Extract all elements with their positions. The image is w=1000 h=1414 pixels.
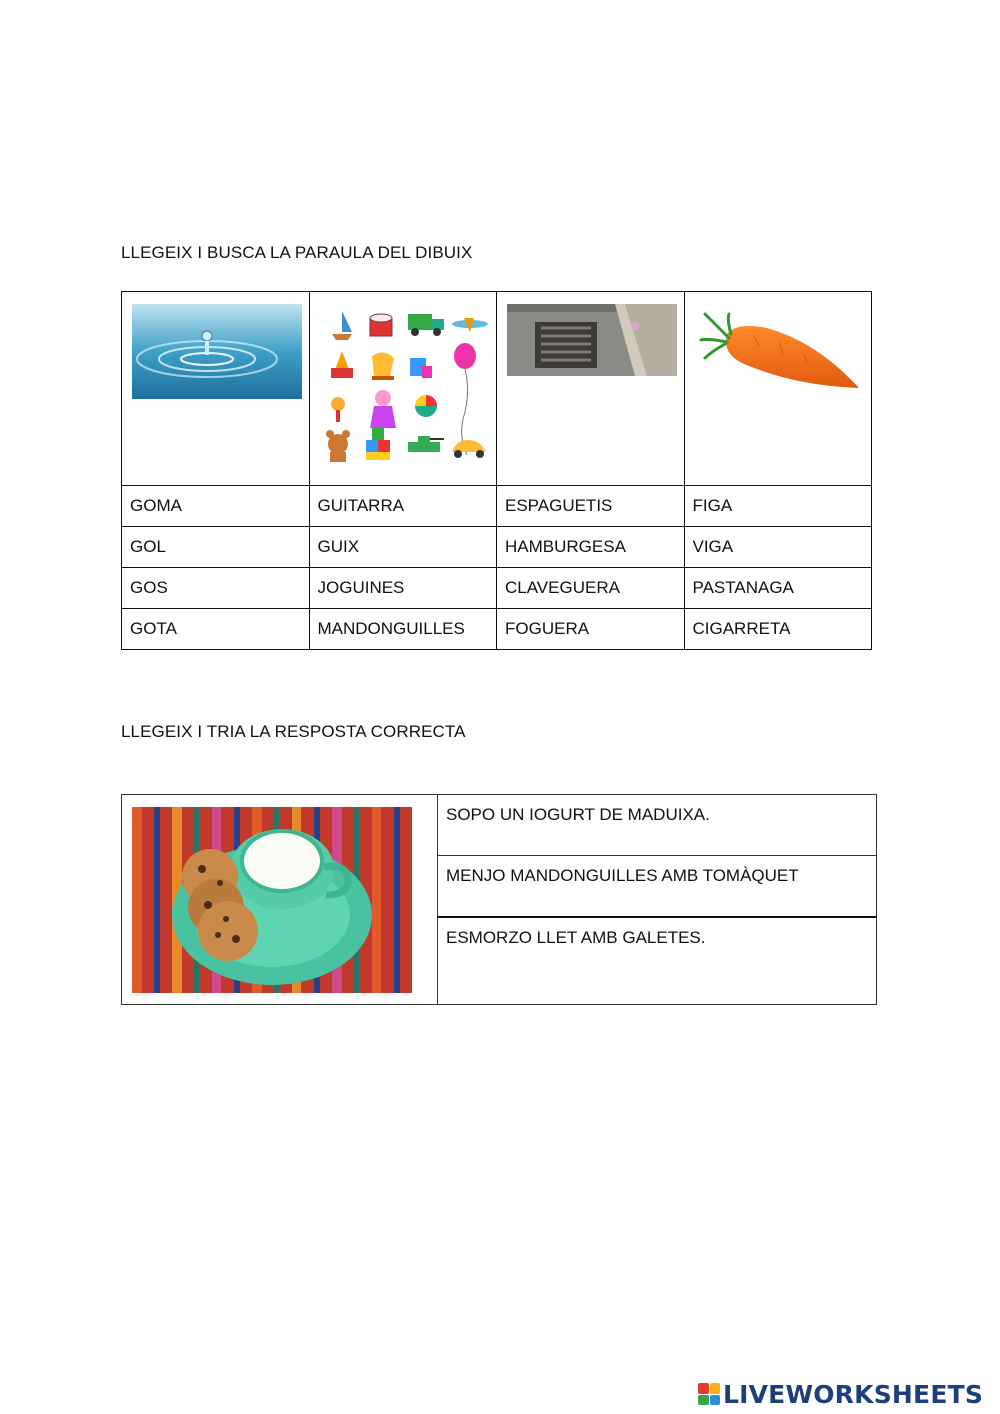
milk-and-cookies-picture xyxy=(132,807,412,993)
word-cell[interactable]: CIGARRETA xyxy=(684,609,872,650)
word-cell[interactable]: GOTA xyxy=(122,609,310,650)
answer-option-3[interactable]: ESMORZO LLET AMB GALETES. xyxy=(438,917,877,1005)
carrot-picture xyxy=(699,312,864,397)
water-drop-picture xyxy=(132,304,302,399)
word-cell[interactable]: GOL xyxy=(122,527,310,568)
word-cell[interactable]: FOGUERA xyxy=(497,609,685,650)
word-row-4 xyxy=(122,609,872,650)
word-row-1 xyxy=(122,486,872,527)
word-picture-table xyxy=(121,291,872,650)
logo-text: LIVEWORKSHEETS xyxy=(723,1379,984,1409)
picture-cell xyxy=(122,795,438,1005)
picture-cell-3 xyxy=(497,292,685,486)
word-cell[interactable]: GUIX xyxy=(309,527,497,568)
toys-picture xyxy=(322,306,492,466)
word-cell[interactable]: VIGA xyxy=(684,527,872,568)
word-cell[interactable]: ESPAGUETIS xyxy=(497,486,685,527)
word-cell[interactable]: PASTANAGA xyxy=(684,568,872,609)
logo-mark-icon xyxy=(698,1383,720,1405)
word-cell[interactable]: JOGUINES xyxy=(309,568,497,609)
section2-heading: LLEGEIX I TRIA LA RESPOSTA CORRECTA xyxy=(121,722,466,741)
word-cell[interactable]: GOS xyxy=(122,568,310,609)
word-row-3 xyxy=(122,568,872,609)
sewer-grate-picture xyxy=(507,304,677,376)
answer-option-1[interactable]: SOPO UN IOGURT DE MADUIXA. xyxy=(438,795,877,856)
word-cell[interactable]: GOMA xyxy=(122,486,310,527)
word-cell[interactable]: MANDONGUILLES xyxy=(309,609,497,650)
word-cell[interactable]: GUITARRA xyxy=(309,486,497,527)
picture-cell-2 xyxy=(309,292,497,486)
answer-option-2[interactable]: MENJO MANDONGUILLES AMB TOMÀQUET xyxy=(438,856,877,917)
word-row-2 xyxy=(122,527,872,568)
picture-cell-1 xyxy=(122,292,310,486)
word-cell[interactable]: CLAVEGUERA xyxy=(497,568,685,609)
choose-answer-table xyxy=(121,794,877,1005)
section1-heading: LLEGEIX I BUSCA LA PARAULA DEL DIBUIX xyxy=(121,243,473,262)
word-cell[interactable]: HAMBURGESA xyxy=(497,527,685,568)
picture-cell-4 xyxy=(684,292,872,486)
liveworksheets-logo xyxy=(698,1380,983,1408)
word-cell[interactable]: FIGA xyxy=(684,486,872,527)
